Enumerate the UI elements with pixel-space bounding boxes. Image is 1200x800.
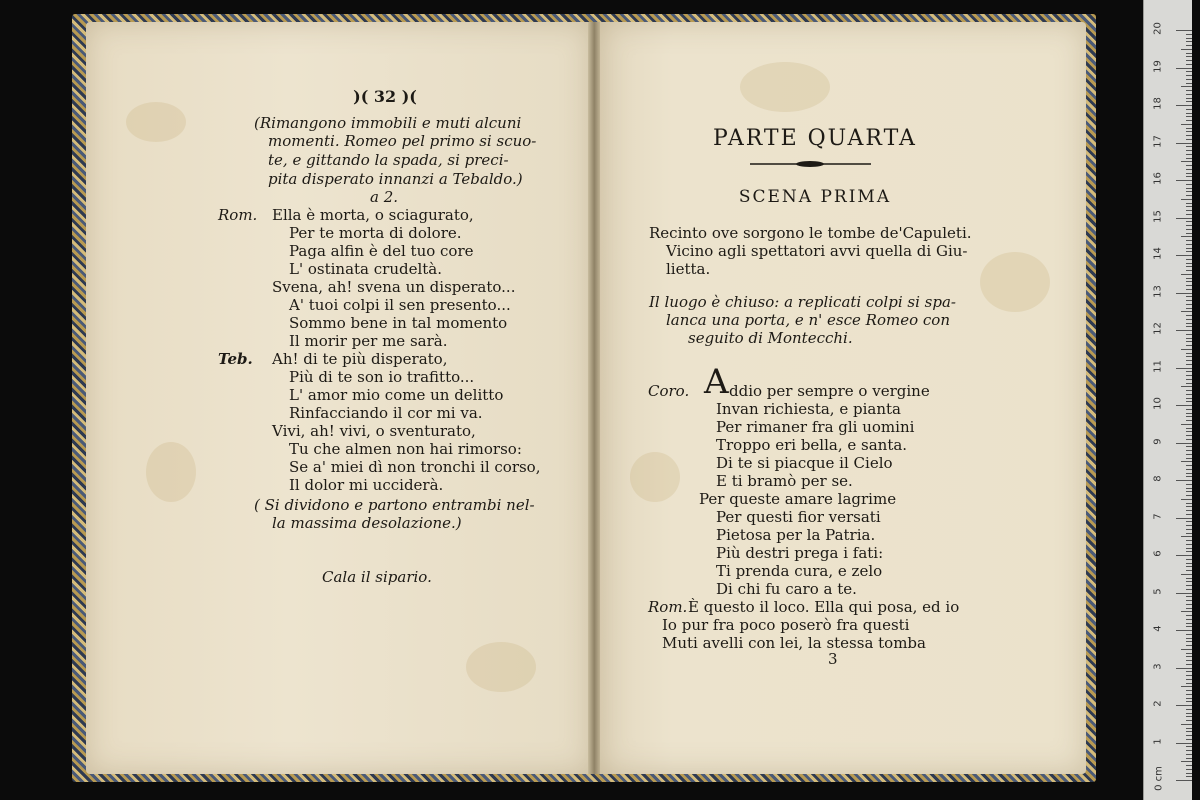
direction-line: (Rimangono immobili e muti alcuni [254,114,522,132]
ruler-minor-tick [1186,364,1192,365]
ruler-minor-tick [1186,773,1192,774]
ruler-minor-tick [1186,709,1192,710]
ruler-minor-tick [1186,446,1192,447]
ruler-minor-tick [1186,454,1192,455]
ruler-minor-tick [1186,113,1192,114]
ruler-label: 14 [1152,247,1164,260]
measurement-ruler [1143,0,1192,800]
ruler-minor-tick [1186,563,1192,564]
verse-line: ddio per sempre o vergine [729,382,930,400]
ruler-label: 20 [1152,22,1164,35]
ruler-minor-tick [1186,656,1192,657]
verse-line: È questo il loco. Ella qui posa, ed io [688,598,960,616]
ruler-minor-tick [1186,420,1192,421]
ruler-minor-tick [1186,484,1192,485]
ruler-major-tick [1176,30,1192,31]
verse-line: Di chi fu caro a te. [716,580,857,598]
ruler-minor-tick [1186,720,1192,721]
ruler-minor-tick [1186,203,1192,204]
verse-line: Sommo bene in tal momento [289,314,508,332]
ruler-minor-tick [1186,623,1192,624]
verse-line: Rinfacciando il cor mi va. [289,404,483,422]
ruler-minor-tick [1186,45,1192,46]
direction-line: Il luogo è chiuso: a replicati colpi si spa- [649,293,956,311]
ruler-minor-tick [1186,585,1192,586]
ruler-minor-tick [1186,765,1192,766]
ruler-minor-tick [1186,615,1192,616]
ruler-minor-tick [1186,608,1192,609]
ruler-minor-tick [1186,278,1192,279]
verse-line: E ti bramò per se. [716,472,853,490]
ruler-major-tick [1176,330,1192,331]
ruler-minor-tick [1186,34,1192,35]
ruler-major-tick [1176,68,1192,69]
direction-line: ( Si dividono e partono entrambi nel- [254,496,535,514]
ruler-minor-tick [1186,60,1192,61]
ruler-minor-tick [1186,473,1192,474]
ruler-minor-tick [1186,319,1192,320]
ruler-minor-tick [1186,150,1192,151]
ruler-minor-tick [1186,690,1192,691]
ruler-major-tick [1176,668,1192,669]
ruler-major-tick [1176,218,1192,219]
ruler-minor-tick [1186,345,1192,346]
ruler-minor-tick [1186,131,1192,132]
ruler-minor-tick [1186,428,1192,429]
ruler-minor-tick [1186,116,1192,117]
verse-line: Svena, ah! svena un disperato... [272,278,516,296]
ruler-minor-tick [1186,439,1192,440]
ornamental-rule [748,159,873,169]
ruler-minor-tick [1186,221,1192,222]
verse-line: Per queste amare lagrime [699,490,897,508]
ruler-minor-tick [1186,375,1192,376]
ruler-major-tick [1176,743,1192,744]
verse-line: Tu che almen non hai rimorso: [289,440,522,458]
ruler-minor-tick [1186,653,1192,654]
ruler-label: 16 [1152,172,1164,185]
direction-line: momenti. Romeo pel primo si scuo- [268,132,537,150]
ruler-minor-tick [1186,353,1192,354]
verse-line: Il dolor mi ucciderà. [289,476,444,494]
ruler-minor-tick [1186,503,1192,504]
ruler-minor-tick [1181,424,1192,425]
ruler-minor-tick [1186,413,1192,414]
ruler-minor-tick [1186,694,1192,695]
ruler-minor-tick [1186,409,1192,410]
ruler-major-tick [1176,180,1192,181]
ruler-minor-tick [1186,683,1192,684]
ruler-minor-tick [1186,135,1192,136]
ruler-minor-tick [1186,679,1192,680]
ruler-minor-tick [1186,551,1192,552]
ruler-minor-tick [1186,38,1192,39]
ruler-minor-tick [1186,315,1192,316]
ruler-minor-tick [1186,371,1192,372]
ruler-minor-tick [1186,578,1192,579]
speaker-tebaldo: Teb. [218,350,253,368]
ruler-minor-tick [1186,341,1192,342]
ruler-minor-tick [1186,398,1192,399]
ruler-minor-tick [1186,229,1192,230]
ruler-minor-tick [1186,101,1192,102]
ruler-major-tick [1176,443,1192,444]
ruler-label: 2 [1152,700,1164,707]
ruler-label: 13 [1152,284,1164,298]
ruler-minor-tick [1186,233,1192,234]
ruler-minor-tick [1186,191,1192,192]
ruler-minor-tick [1186,176,1192,177]
ruler-label: 3 [1152,662,1164,670]
verse-line: Per te morta di dolore. [289,224,462,242]
ruler-minor-tick [1186,266,1192,267]
ruler-minor-tick [1181,761,1192,762]
ruler-minor-tick [1186,641,1192,642]
ruler-minor-tick [1186,675,1192,676]
ruler-major-tick [1176,368,1192,369]
ruler-minor-tick [1186,214,1192,215]
ruler-minor-tick [1186,128,1192,129]
ruler-minor-tick [1186,671,1192,672]
ruler-minor-tick [1186,596,1192,597]
ruler-minor-tick [1186,259,1192,260]
ruler-minor-tick [1186,634,1192,635]
ruler-label: 4 [1152,625,1164,632]
verse-line: Più di te son io trafitto... [289,368,475,386]
ruler-minor-tick [1181,49,1192,50]
verse-line: Pietosa per la Patria. [716,526,876,544]
verse-line: Di te si piacque il Cielo [716,454,893,472]
ruler-minor-tick [1186,619,1192,620]
ruler-minor-tick [1186,304,1192,305]
ruler-minor-tick [1186,146,1192,147]
ruler-label: 8 [1152,475,1164,482]
ruler-minor-tick [1186,64,1192,65]
ruler-minor-tick [1186,739,1192,740]
ruler-minor-tick [1186,548,1192,549]
ruler-minor-tick [1186,225,1192,226]
verse-line: Più destri prega i fati: [716,544,884,562]
ruler-minor-tick [1186,566,1192,567]
ruler-minor-tick [1186,465,1192,466]
ruler-label: 0 cm [1153,766,1165,791]
ruler-minor-tick [1181,686,1192,687]
ruler-minor-tick [1186,79,1192,80]
ruler-minor-tick [1186,735,1192,736]
ruler-minor-tick [1186,248,1192,249]
ruler-minor-tick [1186,589,1192,590]
verse-line: Per rimaner fra gli uomini [716,418,915,436]
ruler-minor-tick [1186,750,1192,751]
ruler-minor-tick [1186,300,1192,301]
ruler-minor-tick [1181,86,1192,87]
verse-line: L' amor mio come un delitto [289,386,504,404]
ruler-minor-tick [1186,165,1192,166]
ruler-label: 15 [1152,209,1164,223]
ruler-minor-tick [1186,206,1192,207]
ruler-minor-tick [1186,379,1192,380]
speaker-romeo: Rom. [218,206,258,224]
ruler-major-tick [1176,255,1192,256]
ruler-label: 19 [1152,59,1164,73]
verse-line: Ella è morta, o sciagurato, [272,206,474,224]
ruler-label: 9 [1152,437,1164,445]
ruler-minor-tick [1186,476,1192,477]
ruler-minor-tick [1186,188,1192,189]
ruler-minor-tick [1181,499,1192,500]
ruler-minor-tick [1181,161,1192,162]
ruler-minor-tick [1186,431,1192,432]
verse-line: Vivi, ah! vivi, o sventurato, [272,422,476,440]
ruler-minor-tick [1186,559,1192,560]
ruler-minor-tick [1181,199,1192,200]
ruler-major-tick [1176,630,1192,631]
ruler-major-tick [1176,593,1192,594]
ruler-minor-tick [1186,458,1192,459]
ruler-minor-tick [1186,416,1192,417]
verse-line: Invan richiesta, e pianta [716,400,901,418]
scene-title: SCENA PRIMA [738,187,892,207]
ruler-minor-tick [1181,386,1192,387]
ruler-minor-tick [1186,769,1192,770]
ruler-label: 12 [1152,322,1164,335]
ruler-major-tick [1176,480,1192,481]
ruler-minor-tick [1186,600,1192,601]
ruler-minor-tick [1186,263,1192,264]
verse-line: L' ostinata crudeltà. [289,260,442,278]
ruler-minor-tick [1186,326,1192,327]
ruler-minor-tick [1186,109,1192,110]
ruler-minor-tick [1186,754,1192,755]
ruler-minor-tick [1186,338,1192,339]
ruler-minor-tick [1186,664,1192,665]
ruler-minor-tick [1186,323,1192,324]
ruler-minor-tick [1181,349,1192,350]
ruler-minor-tick [1186,716,1192,717]
ruler-minor-tick [1186,158,1192,159]
ruler-minor-tick [1186,139,1192,140]
verse-line: Se a' miei dì non tronchi il corso, [289,458,541,476]
ruler-minor-tick [1186,308,1192,309]
ruler-minor-tick [1186,356,1192,357]
ruler-minor-tick [1186,491,1192,492]
ruler-minor-tick [1186,169,1192,170]
setting-line: lietta. [666,260,711,278]
ruler-minor-tick [1186,533,1192,534]
ruler-major-tick [1176,143,1192,144]
ruler-minor-tick [1186,154,1192,155]
ruler-major-tick [1176,105,1192,106]
ruler-label: 18 [1152,97,1164,110]
ruler-major-tick [1176,780,1192,781]
ruler-minor-tick [1186,296,1192,297]
direction-line: te, e gittando la spada, si preci- [268,151,509,169]
ruler-minor-tick [1186,604,1192,605]
speaker-chorus: Coro. [648,382,690,400]
ruler-minor-tick [1186,281,1192,282]
ruler-minor-tick [1181,574,1192,575]
ruler-minor-tick [1186,488,1192,489]
ruler-minor-tick [1186,638,1192,639]
ruler-minor-tick [1181,724,1192,725]
ruler-minor-tick [1186,581,1192,582]
curtain-line: Cala il sipario. [322,568,432,586]
ruler-label: 1 [1152,737,1164,745]
ruler-major-tick [1176,555,1192,556]
ruler-label: 10 [1152,397,1164,410]
ruler-minor-tick [1181,311,1192,312]
ruler-minor-tick [1186,98,1192,99]
ruler-minor-tick [1186,544,1192,545]
ruler-minor-tick [1181,274,1192,275]
ruler-minor-tick [1186,56,1192,57]
ruler-major-tick [1176,518,1192,519]
ruler-minor-tick [1186,495,1192,496]
verse-line: Troppo eri bella, e santa. [716,436,908,454]
verse-line: Muti avelli con lei, la stessa tomba [662,634,926,652]
ruler-minor-tick [1186,401,1192,402]
ruler-minor-tick [1186,521,1192,522]
setting-line: Recinto ove sorgono le tombe de'Capuleti. [649,224,972,242]
direction-line: seguito di Montecchi. [688,329,853,347]
verse-line: Il morir per me sarà. [289,332,448,350]
ruler-minor-tick [1186,510,1192,511]
ruler-label: 11 [1152,359,1164,373]
ruler-minor-tick [1186,514,1192,515]
duet-marker: a 2. [370,188,399,206]
part-title: PARTE QUARTA [713,126,917,151]
ruler-minor-tick [1186,71,1192,72]
ruler-minor-tick [1186,645,1192,646]
ruler-minor-tick [1186,210,1192,211]
ruler-minor-tick [1186,450,1192,451]
ruler-minor-tick [1186,728,1192,729]
ruler-minor-tick [1186,75,1192,76]
ruler-major-tick [1176,293,1192,294]
ruler-minor-tick [1186,270,1192,271]
ruler-minor-tick [1186,240,1192,241]
speaker-romeo: Rom. [648,598,688,616]
ruler-minor-tick [1186,83,1192,84]
ruler-minor-tick [1186,701,1192,702]
ruler-minor-tick [1186,435,1192,436]
ruler-minor-tick [1186,289,1192,290]
ruler-minor-tick [1186,383,1192,384]
ruler-minor-tick [1186,394,1192,395]
page-number-header: )( 32 )( [353,87,417,106]
ruler-minor-tick [1186,758,1192,759]
ruler-minor-tick [1186,626,1192,627]
ruler-minor-tick [1186,525,1192,526]
ruler-minor-tick [1181,611,1192,612]
ruler-minor-tick [1186,285,1192,286]
ruler-minor-tick [1186,244,1192,245]
ruler-label: 17 [1152,134,1164,148]
ruler-minor-tick [1186,570,1192,571]
ruler-minor-tick [1186,731,1192,732]
direction-line: la massima desolazione.) [272,514,462,532]
verse-line: Ah! di te più disperato, [272,350,448,368]
ruler-minor-tick [1181,124,1192,125]
direction-line: lanca una porta, e n' esce Romeo con [666,311,950,329]
ruler-minor-tick [1186,529,1192,530]
ruler-minor-tick [1186,184,1192,185]
ruler-minor-tick [1181,236,1192,237]
ruler-minor-tick [1186,41,1192,42]
ruler-minor-tick [1186,540,1192,541]
ruler-minor-tick [1186,334,1192,335]
verse-line: A' tuoi colpi il sen presento... [289,296,511,314]
ruler-label: 7 [1152,512,1164,520]
ruler-minor-tick [1186,90,1192,91]
ruler-minor-tick [1186,94,1192,95]
ruler-label: 6 [1152,550,1164,557]
ruler-minor-tick [1186,120,1192,121]
ruler-minor-tick [1186,173,1192,174]
ruler-minor-tick [1186,360,1192,361]
ruler-major-tick [1176,705,1192,706]
direction-line: pita disperato innanzi a Tebaldo.) [268,170,523,188]
ruler-minor-tick [1186,506,1192,507]
ruler-minor-tick [1186,251,1192,252]
setting-line: Vicino agli spettatori avvi quella di Giu- [666,242,968,260]
verse-line: Io pur fra poco poserò fra questi [662,616,910,634]
ruler-minor-tick [1181,461,1192,462]
ruler-major-tick [1176,405,1192,406]
verse-line: Paga alfin è del tuo core [289,242,474,260]
verse-line: Ti prenda cura, e zelo [716,562,883,580]
ruler-minor-tick [1186,195,1192,196]
ruler-minor-tick [1186,660,1192,661]
ruler-minor-tick [1181,536,1192,537]
drop-cap: A [704,362,729,402]
ruler-minor-tick [1181,649,1192,650]
ruler-minor-tick [1186,469,1192,470]
ruler-minor-tick [1186,698,1192,699]
ruler-minor-tick [1186,390,1192,391]
ruler-minor-tick [1186,53,1192,54]
verse-line: Per questi fior versati [716,508,881,526]
ruler-minor-tick [1186,713,1192,714]
ruler-minor-tick [1186,746,1192,747]
ruler-label: 5 [1152,587,1164,595]
signature-mark: 3 [828,650,838,668]
ruler-minor-tick [1186,776,1192,777]
